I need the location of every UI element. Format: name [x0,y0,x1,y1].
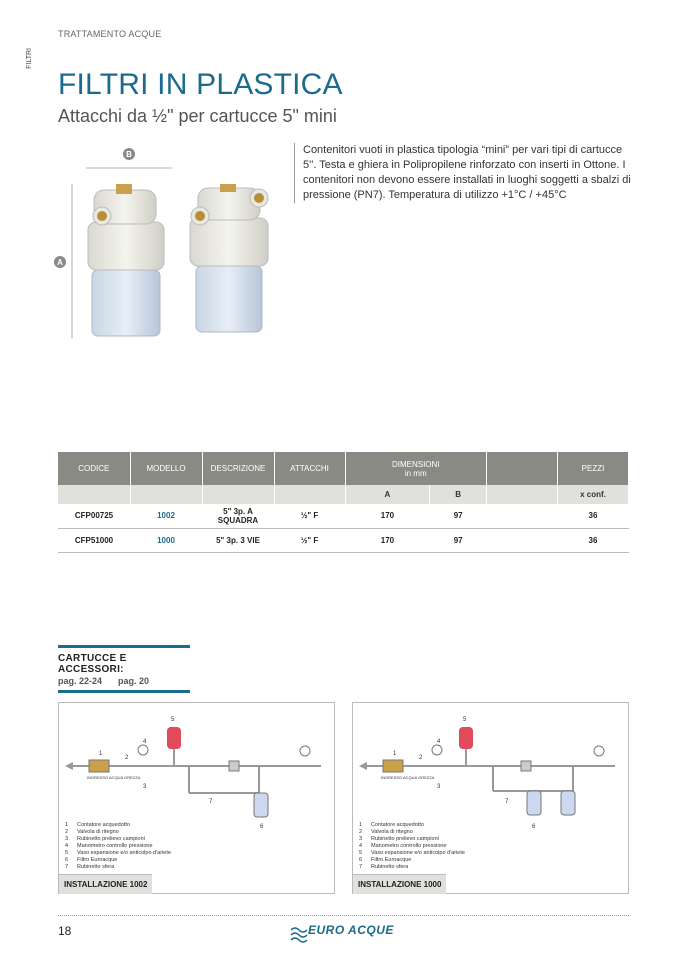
svg-text:4: 4 [143,739,147,745]
sub-a: A [345,485,430,504]
table-subheader-row [58,485,629,504]
col-modello: MODELLO [130,452,202,485]
col-empty [487,452,558,485]
section-label: TRATTAMENTO ACQUE [58,29,162,39]
accessories-page-accessori[interactable]: pag. 20 [118,676,150,686]
sub-pezzi: x conf. [558,485,629,504]
svg-text:2: 2 [419,755,423,761]
dimension-b-label: B [126,150,132,159]
svg-text:5: 5 [171,717,175,723]
col-attacchi: ATTACCHI [274,452,345,485]
accessories-box [58,645,190,693]
table-row: CFP00725 1002 5" 3p. A SQUADRA ½" F 170 97 36 [58,504,629,528]
svg-text:4: 4 [437,739,441,745]
footer-divider [58,915,629,916]
installation-diagram-1002 [58,702,335,894]
product-description: Contenitori vuoti in plastica tipologia “mini” per vari tipi di cartucce 5''. Testa e ghiera in Polipropilene rinforzato con inserti in Ottone. I contenitori non devono essere installati in luoghi soggetti a sbalzi di pressione (PN7). Temperatura di utilizzo +1°C / +45°C [294,143,634,203]
sub-b: B [430,485,487,504]
svg-text:7: 7 [209,799,213,805]
col-pezzi: PEZZI [558,452,629,485]
accessories-page-cartucce[interactable]: pag. 22-24 [58,676,103,686]
page-title: FILTRI IN PLASTICA [58,68,343,101]
side-tab: FILTRI [26,48,33,69]
svg-text:6: 6 [532,824,536,830]
accessories-title: CARTUCCE E ACCESSORI: [58,653,127,675]
piping-diagram [59,703,334,830]
col-codice: CODICE [58,452,130,485]
legend: 1 Contatore acquedotto 2 Valvola di ritegno 3 Rubinetto prelievo campioni 4 Manometro controllo pressione 5 Vaso espansione e/o anticolpo d'ariete 6 Filtro Euroacque 7 Rubinetto sfera [359,822,465,870]
filter-1002 [88,184,164,336]
svg-text:6: 6 [260,824,264,830]
svg-text:3: 3 [437,784,441,790]
col-dimensioni [345,452,487,485]
svg-text:1: 1 [393,751,397,757]
dimensioni-label: DIMENSIONI [391,459,440,469]
dimensioni-unit: in mm [404,468,427,478]
page-subtitle: Attacchi da ½" per cartucce 5" mini [58,106,337,126]
installation-label: INSTALLAZIONE 1000 [353,874,446,894]
brand-logo [290,921,398,947]
filter-1000 [190,184,268,332]
product-image [54,142,294,342]
piping-diagram [353,703,628,830]
logo-text: EURO ACQUE [308,923,394,937]
col-descrizione: DESCRIZIONE [202,452,274,485]
accessories-top-rule [58,645,190,648]
installation-label: INSTALLAZIONE 1002 [59,874,152,894]
svg-text:INGRESSO ACQUA GREZZA: INGRESSO ACQUA GREZZA [381,775,435,780]
table-header-row [58,452,629,485]
wave-icon [290,924,308,946]
svg-text:2: 2 [125,755,129,761]
accessories-bottom-rule [58,690,190,693]
accessories-pages [58,676,190,686]
installation-diagram-1000 [352,702,629,894]
svg-text:1: 1 [99,751,103,757]
svg-text:INGRESSO ACQUA GREZZA: INGRESSO ACQUA GREZZA [87,775,141,780]
dimension-a-label: A [57,258,63,267]
legend: 1 Contatore acquedotto 2 Valvola di ritegno 3 Rubinetto prelievo campioni 4 Manometro controllo pressione 5 Vaso espansione e/o anticolpo d'ariete 6 Filtro Euroacque 7 Rubinetto sfera [65,822,171,870]
svg-text:5: 5 [463,717,467,723]
table-row: CFP51000 1000 5" 3p. 3 VIE ½" F 170 97 36 [58,528,629,552]
svg-text:7: 7 [505,799,509,805]
svg-text:3: 3 [143,784,147,790]
page-number: 18 [58,924,72,938]
spec-table [58,452,629,553]
